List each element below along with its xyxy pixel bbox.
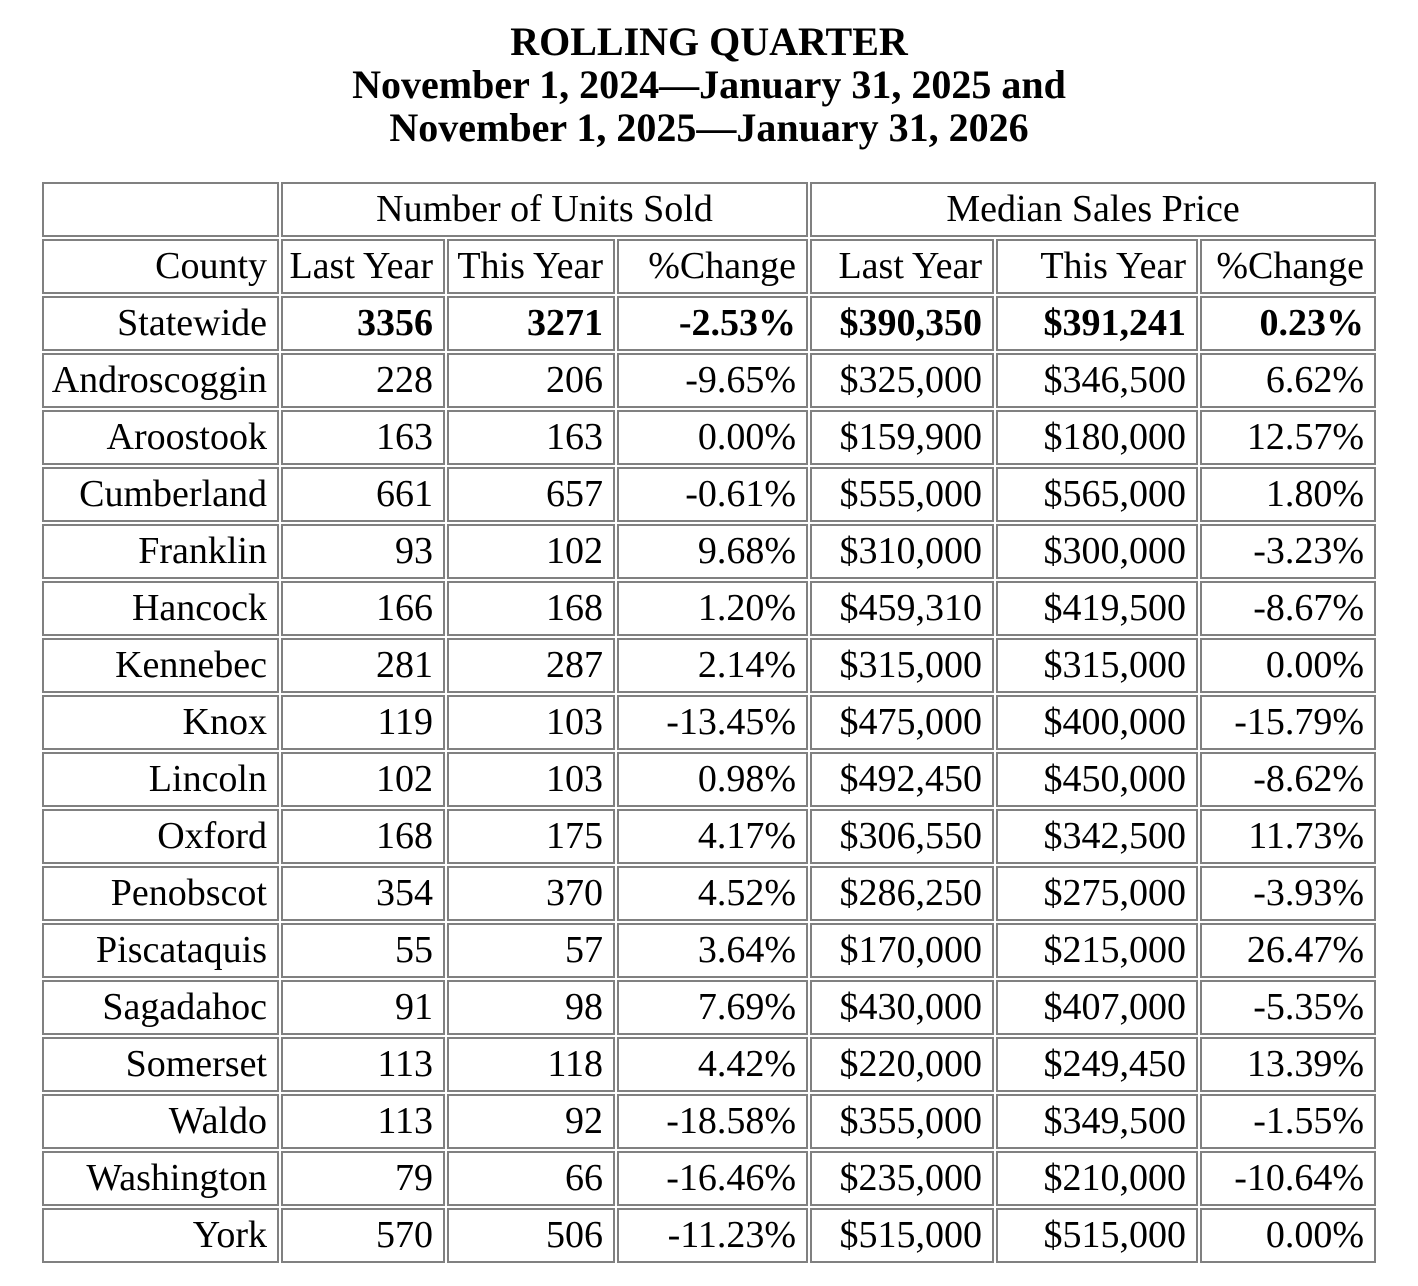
cell-units-change: -16.46% <box>617 1151 808 1206</box>
cell-units-this: 506 <box>447 1208 615 1263</box>
cell-county: Oxford <box>42 809 279 864</box>
cell-price-last: $555,000 <box>810 467 994 522</box>
group-header-row <box>42 182 1376 237</box>
cell-units-last: 168 <box>281 809 445 864</box>
title-line-3: November 1, 2025—January 31, 2026 <box>389 105 1029 150</box>
cell-units-change: -0.61% <box>617 467 808 522</box>
table-row-statewide <box>42 296 1376 351</box>
cell-units-last: 102 <box>281 752 445 807</box>
cell-price-change: -10.64% <box>1200 1151 1376 1206</box>
cell-price-this: $349,500 <box>996 1094 1198 1149</box>
col-header-units-this-year: This Year <box>447 239 615 294</box>
table-row <box>42 923 1376 978</box>
cell-county: Sagadahoc <box>42 980 279 1035</box>
cell-price-last: $315,000 <box>810 638 994 693</box>
cell-county: Lincoln <box>42 752 279 807</box>
cell-county: Washington <box>42 1151 279 1206</box>
cell-price-change: 26.47% <box>1200 923 1376 978</box>
cell-units-last: 281 <box>281 638 445 693</box>
cell-units-last: 91 <box>281 980 445 1035</box>
cell-units-last: 113 <box>281 1094 445 1149</box>
cell-units-change: 0.00% <box>617 410 808 465</box>
cell-units-change: 2.14% <box>617 638 808 693</box>
cell-price-last: $430,000 <box>810 980 994 1035</box>
cell-units-this: 287 <box>447 638 615 693</box>
cell-county: Androscoggin <box>42 353 279 408</box>
col-header-units-last-year: Last Year <box>281 239 445 294</box>
cell-price-last: $475,000 <box>810 695 994 750</box>
cell-price-last: $390,350 <box>810 296 994 351</box>
cell-units-change: -11.23% <box>617 1208 808 1263</box>
cell-units-last: 228 <box>281 353 445 408</box>
cell-units-last: 570 <box>281 1208 445 1263</box>
table-row <box>42 353 1376 408</box>
cell-units-change: 3.64% <box>617 923 808 978</box>
cell-units-change: -13.45% <box>617 695 808 750</box>
title-line-1: ROLLING QUARTER <box>510 19 908 64</box>
cell-units-this: 57 <box>447 923 615 978</box>
cell-county: Franklin <box>42 524 279 579</box>
col-header-price-last-year: Last Year <box>810 239 994 294</box>
cell-price-last: $286,250 <box>810 866 994 921</box>
cell-county: Somerset <box>42 1037 279 1092</box>
cell-units-this: 98 <box>447 980 615 1035</box>
cell-units-change: -18.58% <box>617 1094 808 1149</box>
cell-price-change: 11.73% <box>1200 809 1376 864</box>
cell-price-this: $515,000 <box>996 1208 1198 1263</box>
cell-units-last: 93 <box>281 524 445 579</box>
cell-county: Piscataquis <box>42 923 279 978</box>
table-row <box>42 809 1376 864</box>
cell-price-this: $346,500 <box>996 353 1198 408</box>
cell-price-change: -8.67% <box>1200 581 1376 636</box>
cell-units-this: 66 <box>447 1151 615 1206</box>
cell-price-this: $249,450 <box>996 1037 1198 1092</box>
cell-units-change: 1.20% <box>617 581 808 636</box>
table-row <box>42 866 1376 921</box>
cell-units-this: 118 <box>447 1037 615 1092</box>
cell-price-change: 0.00% <box>1200 638 1376 693</box>
cell-county: Hancock <box>42 581 279 636</box>
cell-price-change: -15.79% <box>1200 695 1376 750</box>
cell-price-this: $300,000 <box>996 524 1198 579</box>
cell-county: Knox <box>42 695 279 750</box>
cell-units-this: 657 <box>447 467 615 522</box>
cell-county: York <box>42 1208 279 1263</box>
cell-county: Kennebec <box>42 638 279 693</box>
cell-units-this: 102 <box>447 524 615 579</box>
table-row <box>42 467 1376 522</box>
cell-price-change: -3.93% <box>1200 866 1376 921</box>
cell-price-this: $419,500 <box>996 581 1198 636</box>
table-row <box>42 695 1376 750</box>
cell-price-change: 0.00% <box>1200 1208 1376 1263</box>
cell-units-this: 92 <box>447 1094 615 1149</box>
cell-price-change: 13.39% <box>1200 1037 1376 1092</box>
col-header-price-this-year: This Year <box>996 239 1198 294</box>
cell-price-this: $391,241 <box>996 296 1198 351</box>
table-row <box>42 638 1376 693</box>
cell-units-last: 166 <box>281 581 445 636</box>
cell-price-change: 1.80% <box>1200 467 1376 522</box>
cell-price-this: $180,000 <box>996 410 1198 465</box>
cell-units-this: 168 <box>447 581 615 636</box>
cell-units-change: -2.53% <box>617 296 808 351</box>
cell-units-change: 7.69% <box>617 980 808 1035</box>
cell-units-this: 175 <box>447 809 615 864</box>
group-header-units-sold: Number of Units Sold <box>281 182 808 237</box>
cell-units-change: 9.68% <box>617 524 808 579</box>
col-header-units-pct-change: %Change <box>617 239 808 294</box>
cell-county: Aroostook <box>42 410 279 465</box>
cell-price-this: $565,000 <box>996 467 1198 522</box>
cell-price-this: $210,000 <box>996 1151 1198 1206</box>
cell-price-last: $159,900 <box>810 410 994 465</box>
cell-units-this: 103 <box>447 695 615 750</box>
table-row <box>42 1037 1376 1092</box>
county-stats-table <box>40 180 1378 1265</box>
cell-units-change: 4.52% <box>617 866 808 921</box>
cell-units-last: 3356 <box>281 296 445 351</box>
cell-price-this: $342,500 <box>996 809 1198 864</box>
cell-county: Statewide <box>42 296 279 351</box>
cell-units-last: 163 <box>281 410 445 465</box>
cell-units-last: 354 <box>281 866 445 921</box>
cell-price-last: $459,310 <box>810 581 994 636</box>
cell-price-change: 12.57% <box>1200 410 1376 465</box>
table-row <box>42 752 1376 807</box>
table-row <box>42 524 1376 579</box>
cell-price-this: $400,000 <box>996 695 1198 750</box>
table-row <box>42 410 1376 465</box>
cell-units-change: 4.17% <box>617 809 808 864</box>
cell-price-last: $355,000 <box>810 1094 994 1149</box>
cell-price-change: -1.55% <box>1200 1094 1376 1149</box>
cell-units-last: 113 <box>281 1037 445 1092</box>
cell-units-change: -9.65% <box>617 353 808 408</box>
cell-price-last: $235,000 <box>810 1151 994 1206</box>
cell-price-change: 6.62% <box>1200 353 1376 408</box>
cell-price-this: $407,000 <box>996 980 1198 1035</box>
table-row <box>42 581 1376 636</box>
table-row <box>42 980 1376 1035</box>
report-title <box>0 0 1418 149</box>
cell-price-last: $310,000 <box>810 524 994 579</box>
cell-units-change: 0.98% <box>617 752 808 807</box>
cell-units-this: 163 <box>447 410 615 465</box>
cell-units-this: 103 <box>447 752 615 807</box>
cell-price-change: -8.62% <box>1200 752 1376 807</box>
cell-price-last: $220,000 <box>810 1037 994 1092</box>
table-row <box>42 1208 1376 1263</box>
cell-price-change: -3.23% <box>1200 524 1376 579</box>
cell-units-last: 79 <box>281 1151 445 1206</box>
cell-units-this: 206 <box>447 353 615 408</box>
cell-units-this: 3271 <box>447 296 615 351</box>
column-header-row <box>42 239 1376 294</box>
title-line-2: November 1, 2024—January 31, 2025 and <box>352 62 1066 107</box>
cell-price-this: $215,000 <box>996 923 1198 978</box>
cell-price-last: $325,000 <box>810 353 994 408</box>
cell-units-this: 370 <box>447 866 615 921</box>
corner-cell <box>42 182 279 237</box>
group-header-median-price: Median Sales Price <box>810 182 1376 237</box>
cell-units-last: 119 <box>281 695 445 750</box>
cell-units-last: 661 <box>281 467 445 522</box>
cell-price-last: $306,550 <box>810 809 994 864</box>
cell-price-change: -5.35% <box>1200 980 1376 1035</box>
cell-county: Penobscot <box>42 866 279 921</box>
cell-price-this: $450,000 <box>996 752 1198 807</box>
cell-price-change: 0.23% <box>1200 296 1376 351</box>
table-row <box>42 1151 1376 1206</box>
cell-county: Waldo <box>42 1094 279 1149</box>
cell-price-last: $492,450 <box>810 752 994 807</box>
col-header-price-pct-change: %Change <box>1200 239 1376 294</box>
cell-price-last: $515,000 <box>810 1208 994 1263</box>
cell-units-last: 55 <box>281 923 445 978</box>
col-header-county: County <box>42 239 279 294</box>
table-row <box>42 1094 1376 1149</box>
cell-units-change: 4.42% <box>617 1037 808 1092</box>
cell-price-this: $315,000 <box>996 638 1198 693</box>
cell-price-this: $275,000 <box>996 866 1198 921</box>
cell-price-last: $170,000 <box>810 923 994 978</box>
cell-county: Cumberland <box>42 467 279 522</box>
